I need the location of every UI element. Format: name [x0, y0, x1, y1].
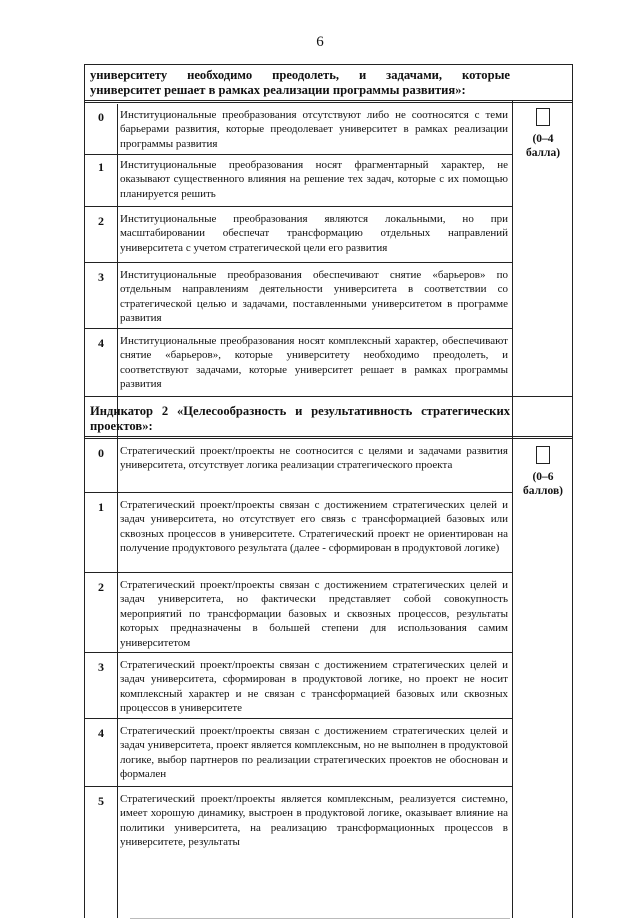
score-checkbox-icon[interactable] — [536, 446, 550, 464]
ind2-row-0-num: 0 — [98, 446, 104, 460]
ind1-row-4-num: 4 — [98, 336, 104, 350]
ind2-row-4-num: 4 — [98, 726, 104, 740]
page-bottom-rule — [130, 918, 510, 919]
ind1-row-1-text: Институциональные преобразования носят фрагментарный характер, не оказывают существенного влияния на решение тех задач, которые с их помощью планируется решить — [120, 159, 508, 200]
page-number: 6 — [316, 34, 324, 50]
ind1-row-2-num: 2 — [98, 214, 104, 228]
intro-header-line-1: университету необходимо преодолеть, и задачами, которые — [90, 68, 510, 82]
indicator2-title — [90, 404, 510, 434]
ind1-score-range: (0–4 — [532, 133, 554, 145]
ind1-row-0-num: 0 — [98, 110, 104, 124]
ind2-row-0-text: Стратегический проект/проекты не соотносится с целями и задачами развития университета, отсутствует логика реализации стратегического проекта — [120, 445, 508, 472]
ind2-row-1-num: 1 — [98, 500, 104, 514]
intro-header — [90, 68, 510, 98]
ind2-row-2-num: 2 — [98, 580, 104, 594]
indicator-divider — [84, 396, 572, 397]
indicator2-divider — [84, 436, 572, 439]
ind2-row-3-text: Стратегический проект/проекты связан с достижением стратегических целей и задач университета, сформирован в продуктовой логике, но проект не носит комплексный характер и не связан с трансформацией базовых или сквозных процессов в университете — [120, 659, 508, 715]
header-divider — [84, 100, 572, 103]
table-top-border — [84, 64, 572, 65]
ind1-row-2-text: Институциональные преобразования являются локальными, но при масштабировании обеспечат трансформацию отдельных направлений университета с учетом стратегической цели его развития — [120, 213, 508, 254]
ind1-row-divider — [84, 154, 512, 155]
ind2-row-divider — [84, 718, 512, 719]
ind2-row-5-text: Стратегический проект/проекты является комплексным, реализуется системно, имеет хорошую динамику, выстроен в продуктовой логике, оказывает влияние на политики университета, на реализацию трансформационных процессов в университете, результаты — [120, 793, 508, 849]
indicator2-title-line-1: Индикатор 2 «Целесообразность и результативность стратегических — [90, 404, 510, 418]
ind2-score — [514, 446, 572, 498]
ind1-row-3-num: 3 — [98, 270, 104, 284]
ind2-row-5-num: 5 — [98, 794, 104, 808]
score-column-border — [512, 100, 513, 918]
ind2-row-divider — [84, 652, 512, 653]
ind1-score-unit: балла) — [525, 147, 561, 159]
ind1-row-4-text: Институциональные преобразования носят комплексный характер, обеспечивают снятие «барьеров», которые университету необходимо преодолеть, и соответствуют задачами, которые университет решает в рамках программы развития — [120, 335, 508, 391]
criteria-table — [84, 64, 572, 918]
ind1-row-3-text: Институциональные преобразования обеспечивают снятие «барьеров» по отдельным направлениям деятельности университета в соответствии со стратегической целью и задачами, поставленными университетом в программе развития — [120, 269, 508, 325]
ind1-row-0-text: Институциональные преобразования отсутствуют либо не соотносятся с теми барьерами развития, которые преодолевает университет в рамках реализации программы развития — [120, 109, 508, 150]
ind2-row-divider — [84, 786, 512, 787]
ind2-score-unit: баллов) — [522, 485, 563, 497]
ind2-row-4-text: Стратегический проект/проекты связан с достижением стратегических целей и задач университета, проект является комплексным, но не выполнен в продуктовой логике, выбор партнеров по реализации стратегических проектов не обоснован и формален — [120, 725, 508, 781]
ind1-row-divider — [84, 262, 512, 263]
ind2-row-divider — [84, 492, 512, 493]
score-checkbox-icon[interactable] — [536, 108, 550, 126]
ind1-row-divider — [84, 206, 512, 207]
ind2-row-3-num: 3 — [98, 660, 104, 674]
ind2-row-divider — [84, 572, 512, 573]
ind1-row-1-num: 1 — [98, 160, 104, 174]
intro-header-line-2: университет решает в рамках реализации программы развития»: — [90, 83, 466, 97]
ind2-row-1-text: Стратегический проект/проекты связан с достижением стратегических целей и задач университета, но отсутствует его связь с трансформацией базовых или сквозных процессов в университете. Стратегический проект не ориентирован на получение продуктового результата (далее - сформирован в продуктовой логике) — [120, 499, 508, 555]
table-left-border — [84, 64, 85, 918]
ind2-row-2-text: Стратегический проект/проекты связан с достижением стратегических целей и задач университета, но фактически представляет собой совокупность мероприятий по трансформации базовых и сквозных процессов, результаты которых предназначены в большей степени для использования самим университетом — [120, 579, 508, 649]
table-right-border — [572, 64, 573, 918]
indicator2-title-line-2: проектов»: — [90, 419, 153, 433]
ind1-row-divider — [84, 328, 512, 329]
ind2-score-range: (0–6 — [532, 471, 554, 483]
ind1-score — [514, 108, 572, 160]
